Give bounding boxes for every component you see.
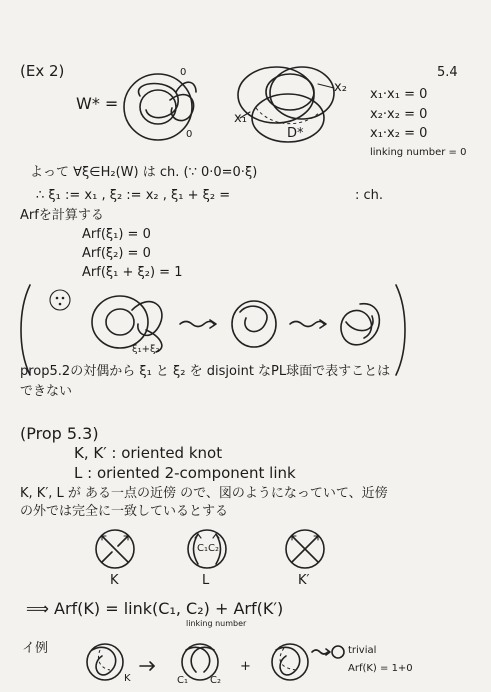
body-line-2-suffix: : ch. xyxy=(355,188,384,203)
prop-line-1: prop5.2の対偶から ξ₁ と ξ₂ を disjoint なPL球面で表すことは xyxy=(20,364,391,379)
framing-zero-top: 0 xyxy=(180,67,187,78)
example-title: イ例 xyxy=(22,641,49,656)
local-k-label: K xyxy=(110,573,119,588)
prop53-title: (Prop 5.3) xyxy=(20,424,99,443)
example-result: Arf(K) = 1+0 xyxy=(348,663,413,674)
local-kprime-label: K′ xyxy=(298,573,310,588)
sum-label: ξ₁+ξ₂ xyxy=(132,344,160,355)
intersection-line-2: x₂·x₂ = 0 xyxy=(370,107,428,122)
local-l-label: L xyxy=(202,573,210,588)
prop53-desc-1: K, K′, L が ある一点の近傍 ので、図のようになっていて、近傍 xyxy=(20,486,388,501)
body-line-2: ∴ ξ₁ := x₁ , ξ₂ := x₂ , ξ₁ + ξ₂ = xyxy=(36,188,231,203)
w-star-label: W* = xyxy=(76,94,119,113)
label-x2: x₂ xyxy=(334,80,347,95)
framing-zero-bottom: 0 xyxy=(186,129,193,140)
prop53-formula: ⟹ Arf(K) = link(C₁, C₂) + Arf(K′) xyxy=(26,599,284,618)
example-k: K xyxy=(124,673,131,684)
linking-number-note: linking number = 0 xyxy=(370,147,467,158)
arf-1: Arf(ξ₁) = 0 xyxy=(82,227,151,242)
page-number: 5.4 xyxy=(437,65,458,80)
label-dstar: D* xyxy=(287,126,304,141)
local-c1: C₁ xyxy=(197,543,208,554)
example-c1: C₁ xyxy=(177,675,188,686)
example-c2: C₂ xyxy=(210,675,221,686)
example-trivial: trivial xyxy=(348,645,377,656)
local-c2: C₂ xyxy=(208,543,219,554)
prop53-l-line: L : oriented 2-component link xyxy=(74,464,296,482)
example-label: (Ex 2) xyxy=(20,62,65,80)
example-plus: + xyxy=(240,659,251,674)
body-line-3: Arfを計算する xyxy=(20,208,104,223)
prop53-desc-2: の外では完全に一致しているとする xyxy=(20,504,229,519)
prop-line-2: できない xyxy=(20,384,73,399)
bracket-figure xyxy=(21,285,405,375)
intersection-line-3: x₁·x₂ = 0 xyxy=(370,126,428,141)
body-line-1: よって ∀ξ∈H₂(W) は ch. (∵ 0·0=0·ξ) xyxy=(30,165,258,180)
arf-3: Arf(ξ₁ + ξ₂) = 1 xyxy=(82,265,183,280)
arf-2: Arf(ξ₂) = 0 xyxy=(82,246,151,261)
linking-number-caption: linking number xyxy=(186,619,247,628)
prop53-k-line: K, K′ : oriented knot xyxy=(74,444,223,462)
intersection-line-1: x₁·x₁ = 0 xyxy=(370,87,428,102)
label-x1: x₁ xyxy=(234,111,247,126)
handle-diagram xyxy=(238,67,334,142)
